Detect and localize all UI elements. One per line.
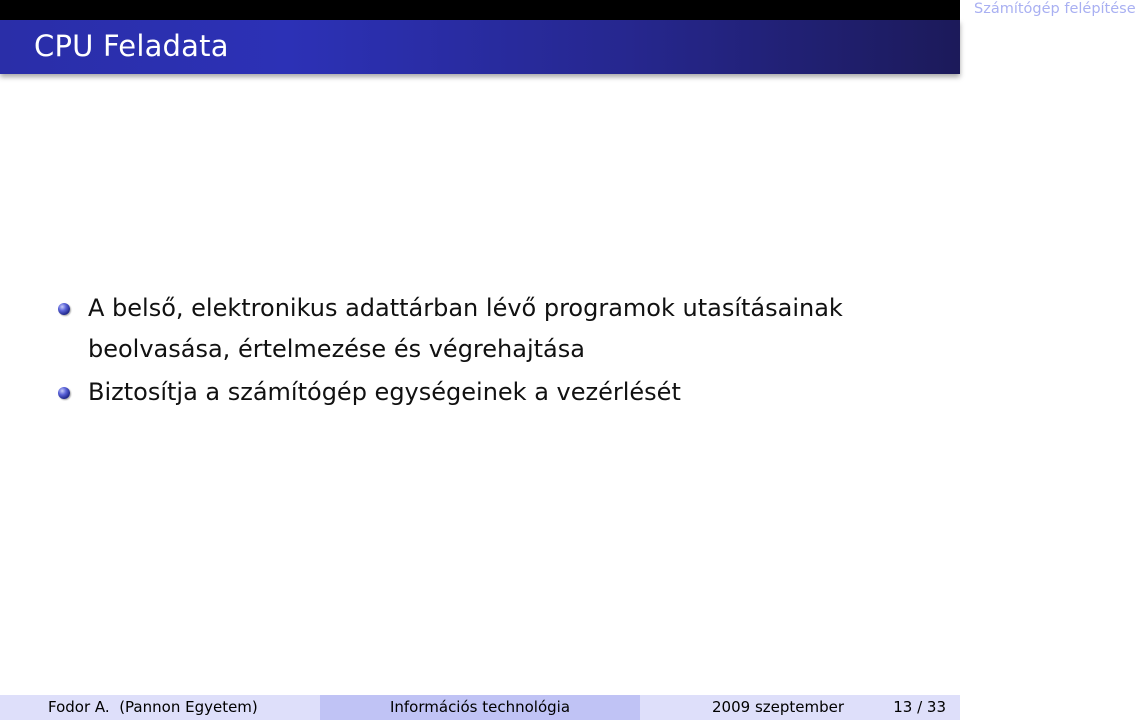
bullet-item (58, 372, 918, 413)
bullet-icon (58, 303, 70, 315)
bullet-item (58, 288, 918, 370)
nav-section-other[interactable]: Számítógép felépítése (974, 1, 1136, 17)
footer-date: 2009 szeptember (712, 698, 845, 716)
footer-right-cell (640, 695, 960, 720)
frame-title: CPU Feladata (34, 29, 229, 63)
frame-title-bar (0, 20, 960, 74)
slide-footer (0, 695, 960, 720)
bullet-icon (58, 387, 70, 399)
footer-author-cell (0, 695, 320, 720)
nav-left-pane (0, 0, 480, 20)
slide-content (58, 288, 918, 415)
footer-page-number: 13 / 33 (893, 698, 946, 716)
footer-author: Fodor A. (Pannon Egyetem) (48, 698, 258, 716)
bullet-item-text: A belső, elektronikus adattárban lévő programok utasításainak beolvasása, értelmezése és végrehajtása (88, 294, 843, 363)
nav-right-pane (480, 0, 1136, 20)
footer-title-cell (320, 695, 640, 720)
section-navigation-bar (0, 0, 1136, 20)
footer-title: Információs technológia (389, 698, 571, 716)
bullet-item-text: Biztosítja a számítógép egységeinek a vezérlését (88, 378, 681, 406)
